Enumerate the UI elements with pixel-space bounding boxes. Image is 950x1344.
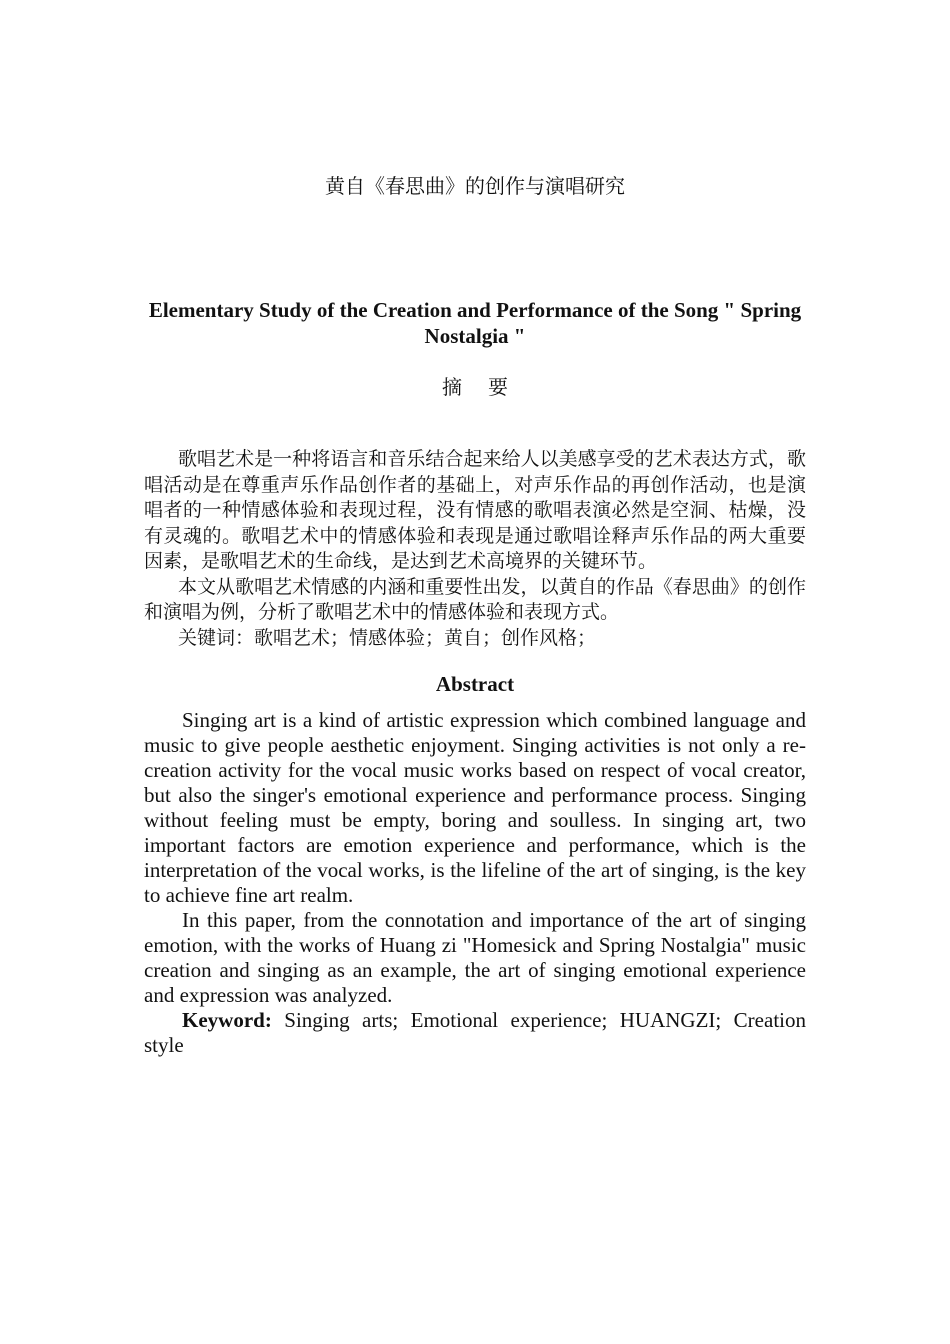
- chinese-abstract-body: [144, 447, 806, 651]
- chinese-abstract-paragraph-2: 本文从歌唱艺术情感的内涵和重要性出发，以黄自的作品《春思曲》的创作和演唱为例，分析了歌唱艺术中的情感体验和表现方式。: [144, 575, 806, 623]
- chinese-abstract-paragraph-1: 歌唱艺术是一种将语言和音乐结合起来给人以美感享受的艺术表达方式，歌唱活动是在尊重声乐作品创作者的基础上，对声乐作品的再创作活动，也是演唱者的一种情感体验和表现过程，没有情感的歌唱表演必然是空洞、枯燥，没有灵魂的。歌唱艺术中的情感体验和表现是通过歌唱诠释声乐作品的两大重要因素，是歌唱艺术的生命线，是达到艺术高境界的关键环节。: [144, 448, 806, 572]
- chinese-keywords: [144, 626, 806, 652]
- chinese-keywords-label: 关键词：: [178, 626, 255, 649]
- english-abstract-paragraph-2: In this paper, from the connotation and importance of the art of singing emotion, with the works of Huang zi "Homesick and Spring Nostalgia" music creation and singing as an example, the art of singing emotional experience and expression was analyzed.: [144, 908, 806, 1007]
- chinese-abstract-heading: 摘要: [442, 375, 534, 399]
- english-abstract-body: [144, 708, 806, 1058]
- chinese-title: 黄自《春思曲》的创作与演唱研究: [325, 174, 625, 198]
- english-keywords: [144, 1008, 806, 1058]
- english-abstract-heading: Abstract: [435, 672, 515, 696]
- chinese-keywords-text: 歌唱艺术；情感体验；黄自；创作风格；: [254, 626, 597, 649]
- english-keywords-text: Singing arts; Emotional experience; HUANGZI; Creation style: [144, 1008, 806, 1057]
- english-keywords-label: Keyword:: [182, 1008, 272, 1032]
- english-abstract-paragraph-1: Singing art is a kind of artistic expression which combined language and music to give people aesthetic enjoyment. Singing activities is not only a re-creation activity for the vocal music works based on respect of vocal creator, but also the singer's emotional experience and performance process. Singing without feeling must be empty, boring and soulless. In singing art, two important factors are emotion experience and performance, which is the interpretation of the vocal works, is the lifeline of the art of singing, is the key to achieve fine art realm.: [144, 708, 806, 907]
- english-title: Elementary Study of the Creation and Performance of the Song " Spring Nostalgia ": [148, 298, 802, 348]
